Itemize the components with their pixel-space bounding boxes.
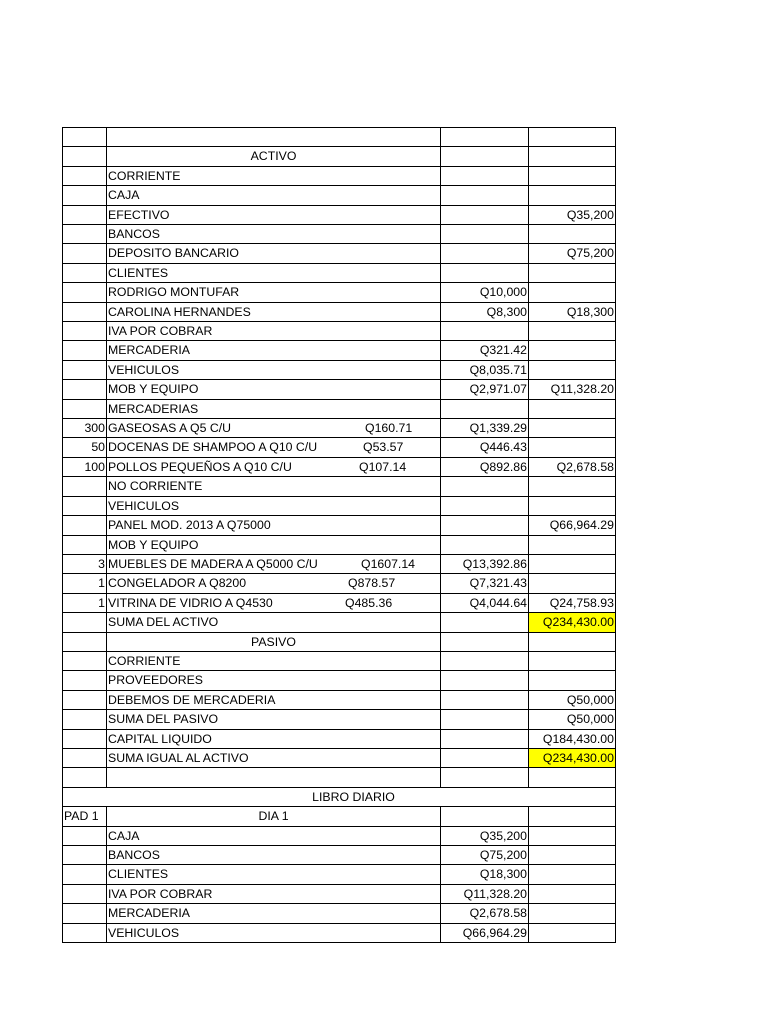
partial-amount-cell[interactable]: [441, 263, 529, 282]
partial-amount-cell[interactable]: [441, 613, 529, 632]
total-amount-cell[interactable]: [529, 846, 616, 865]
description-text: CORRIENTE: [108, 168, 181, 183]
total-amount-cell[interactable]: Q75,200: [529, 244, 616, 263]
partial-amount-cell[interactable]: Q2,678.58: [441, 904, 529, 923]
quantity-cell[interactable]: 50: [63, 438, 107, 457]
description-text: MERCADERIA: [108, 906, 190, 921]
description-text: PANEL MOD. 2013 A Q75000: [108, 518, 271, 533]
description-cell[interactable]: [107, 613, 441, 632]
quantity-cell[interactable]: [63, 128, 107, 147]
description-cell[interactable]: [107, 225, 441, 244]
total-amount-cell[interactable]: [529, 923, 616, 942]
description-text: CLIENTES: [108, 867, 169, 882]
table-row: [63, 729, 616, 748]
description-text: ACTIVO: [250, 149, 297, 164]
quantity-cell[interactable]: [63, 923, 107, 942]
table-row: [63, 166, 616, 185]
quantity-cell[interactable]: [63, 263, 107, 282]
table-row: [63, 651, 616, 670]
description-text: VEHICULOS: [108, 498, 180, 513]
total-amount-cell[interactable]: Q2,678.58: [529, 457, 616, 476]
partial-amount-cell[interactable]: Q66,964.29: [441, 923, 529, 942]
quantity-cell[interactable]: 1: [63, 574, 107, 593]
partial-amount-cell[interactable]: Q75,200: [441, 846, 529, 865]
quantity-cell[interactable]: [63, 710, 107, 729]
quantity-cell[interactable]: [63, 516, 107, 535]
total-amount-cell[interactable]: [529, 360, 616, 379]
description-text: CAJA: [108, 828, 140, 843]
quantity-cell[interactable]: 3: [63, 554, 107, 573]
partial-amount-cell[interactable]: Q13,392.86: [441, 554, 529, 573]
total-amount-cell[interactable]: [529, 632, 616, 651]
description-text: BANCOS: [108, 227, 160, 242]
table-row: [63, 341, 616, 360]
total-amount-cell[interactable]: [529, 399, 616, 418]
total-amount-cell[interactable]: Q66,964.29: [529, 516, 616, 535]
table-row: [63, 419, 616, 438]
description-text: EFECTIVO: [108, 207, 170, 222]
description-text: VEHICULOS: [108, 925, 180, 940]
total-amount-cell[interactable]: [529, 225, 616, 244]
table-row: [63, 904, 616, 923]
partial-amount-cell[interactable]: [441, 186, 529, 205]
total-amount-cell[interactable]: [529, 477, 616, 496]
description-text: MOB Y EQUIPO: [108, 382, 199, 397]
description-text: PROVEEDORES: [108, 673, 203, 688]
description-cell[interactable]: [107, 574, 441, 593]
quantity-cell[interactable]: [63, 186, 107, 205]
description-text: MERCADERIA: [108, 343, 190, 358]
table-row: [63, 574, 616, 593]
description-cell[interactable]: [107, 477, 441, 496]
description-text: IVA POR COBRAR: [108, 324, 213, 339]
table-row: [63, 748, 616, 767]
description-cell[interactable]: [107, 438, 441, 457]
table-row: [63, 225, 616, 244]
quantity-cell[interactable]: [63, 147, 107, 166]
partial-amount-cell[interactable]: Q10,000: [441, 283, 529, 302]
description-cell[interactable]: [107, 302, 441, 321]
table-row: [63, 380, 616, 399]
unit-price-text: Q485.36: [345, 595, 393, 610]
total-amount-cell[interactable]: [529, 128, 616, 147]
unit-price-text: Q160.71: [365, 421, 413, 436]
description-text: BANCOS: [108, 848, 160, 862]
description-text: GASEOSAS A Q5 C/U: [108, 421, 232, 436]
description-text: MUEBLES DE MADERA A Q5000 C/U: [108, 556, 318, 571]
table-row: [63, 205, 616, 224]
partial-amount-cell[interactable]: [441, 632, 529, 651]
quantity-cell[interactable]: [63, 632, 107, 651]
table-row: [63, 496, 616, 515]
total-amount-cell[interactable]: [529, 438, 616, 457]
total-amount-cell[interactable]: [529, 651, 616, 670]
description-cell[interactable]: [107, 748, 441, 767]
partial-amount-cell[interactable]: [441, 244, 529, 263]
table-row: [63, 632, 616, 651]
quantity-cell[interactable]: [63, 748, 107, 767]
description-text: SUMA DEL ACTIVO: [108, 615, 219, 630]
description-cell[interactable]: [107, 457, 441, 476]
table-row: [63, 593, 616, 612]
quantity-cell[interactable]: [63, 341, 107, 360]
total-amount-cell[interactable]: [529, 186, 616, 205]
total-amount-cell[interactable]: Q11,328.20: [529, 380, 616, 399]
table-row: [63, 787, 616, 806]
description-cell[interactable]: [107, 341, 441, 360]
quantity-cell[interactable]: [63, 360, 107, 379]
description-cell[interactable]: [107, 651, 441, 670]
total-amount-cell[interactable]: [529, 554, 616, 573]
quantity-cell[interactable]: [63, 477, 107, 496]
table-row: [63, 186, 616, 205]
table-row: [63, 846, 616, 865]
total-amount-cell[interactable]: [529, 166, 616, 185]
total-amount-cell[interactable]: [529, 768, 616, 787]
description-text: DEBEMOS DE MERCADERIA: [108, 692, 276, 707]
table-row: [63, 768, 616, 787]
unit-price-text: Q53.57: [363, 440, 404, 455]
description-text: CORRIENTE: [108, 653, 181, 668]
total-amount-cell[interactable]: Q18,300: [529, 302, 616, 321]
partial-amount-cell[interactable]: [441, 166, 529, 185]
quantity-cell[interactable]: [63, 826, 107, 845]
partial-amount-cell[interactable]: [441, 322, 529, 341]
description-text: IVA POR COBRAR: [108, 886, 213, 901]
partial-amount-cell[interactable]: [441, 496, 529, 515]
description-cell[interactable]: [107, 166, 441, 185]
highlighted-total-cell[interactable]: Q234,430.00: [529, 748, 616, 767]
partial-amount-cell[interactable]: [441, 399, 529, 418]
description-cell[interactable]: [107, 807, 441, 826]
partial-amount-cell[interactable]: [441, 768, 529, 787]
description-text: CAPITAL LIQUIDO: [108, 731, 212, 746]
table-row: [63, 477, 616, 496]
quantity-cell[interactable]: [63, 283, 107, 302]
table-row: [63, 322, 616, 341]
partial-amount-cell[interactable]: [441, 225, 529, 244]
partial-amount-cell[interactable]: Q18,300: [441, 865, 529, 884]
table-row: [63, 360, 616, 379]
quantity-cell[interactable]: [63, 535, 107, 554]
unit-price-text: Q878.57: [348, 576, 396, 591]
description-cell[interactable]: [107, 186, 441, 205]
description-cell[interactable]: [107, 147, 441, 166]
total-amount-cell[interactable]: [529, 904, 616, 923]
partial-amount-cell[interactable]: [441, 147, 529, 166]
table-row: [63, 826, 616, 845]
partial-amount-cell[interactable]: [441, 710, 529, 729]
quantity-cell[interactable]: [63, 904, 107, 923]
description-text: RODRIGO MONTUFAR: [108, 285, 240, 300]
partial-amount-cell[interactable]: [441, 205, 529, 224]
description-cell[interactable]: [107, 128, 441, 147]
description-cell[interactable]: [107, 884, 441, 903]
quantity-cell[interactable]: PAD 1: [63, 807, 107, 826]
total-amount-cell[interactable]: [529, 826, 616, 845]
description-cell[interactable]: [107, 729, 441, 748]
table-row: [63, 516, 616, 535]
description-cell[interactable]: [107, 419, 441, 438]
description-text: VITRINA DE VIDRIO A Q4530: [108, 595, 273, 610]
description-text: DIA 1: [258, 809, 289, 824]
quantity-cell[interactable]: [63, 690, 107, 709]
partial-amount-cell[interactable]: Q7,321.43: [441, 574, 529, 593]
description-cell[interactable]: [107, 826, 441, 845]
partial-amount-cell[interactable]: Q8,035.71: [441, 360, 529, 379]
quantity-cell[interactable]: [63, 205, 107, 224]
description-text: CLIENTES: [108, 265, 169, 280]
total-amount-cell[interactable]: [529, 263, 616, 282]
quantity-cell[interactable]: [63, 884, 107, 903]
total-amount-cell[interactable]: Q35,200: [529, 205, 616, 224]
quantity-cell[interactable]: [63, 496, 107, 515]
partial-amount-cell[interactable]: [441, 748, 529, 767]
quantity-cell[interactable]: [63, 380, 107, 399]
description-text: SUMA DEL PASIVO: [108, 712, 219, 727]
total-amount-cell[interactable]: [529, 419, 616, 438]
description-text: CAJA: [108, 188, 140, 203]
table-row: [63, 399, 616, 418]
quantity-cell[interactable]: [63, 302, 107, 321]
total-amount-cell[interactable]: Q50,000: [529, 690, 616, 709]
spreadsheet-table: [62, 127, 616, 943]
description-cell[interactable]: [107, 671, 441, 690]
description-cell[interactable]: [107, 283, 441, 302]
description-cell[interactable]: [107, 516, 441, 535]
table-row: [63, 457, 616, 476]
description-text: SUMA IGUAL AL ACTIVO: [108, 750, 249, 765]
quantity-cell[interactable]: [63, 225, 107, 244]
table-row: [63, 690, 616, 709]
partial-amount-cell[interactable]: [441, 535, 529, 554]
table-row: [63, 923, 616, 942]
highlighted-total-cell[interactable]: Q234,430.00: [529, 613, 616, 632]
total-amount-cell[interactable]: [529, 283, 616, 302]
table-row: [63, 283, 616, 302]
description-cell[interactable]: [107, 710, 441, 729]
total-amount-cell[interactable]: [529, 341, 616, 360]
section-heading-cell[interactable]: LIBRO DIARIO: [63, 787, 616, 806]
partial-amount-cell[interactable]: [441, 671, 529, 690]
quantity-cell[interactable]: [63, 865, 107, 884]
table-row: [63, 884, 616, 903]
quantity-cell[interactable]: [63, 671, 107, 690]
total-amount-cell[interactable]: [529, 807, 616, 826]
description-cell[interactable]: [107, 593, 441, 612]
description-cell[interactable]: [107, 768, 441, 787]
description-text: VEHICULOS: [108, 362, 180, 377]
quantity-cell[interactable]: [63, 399, 107, 418]
description-text: PASIVO: [251, 634, 296, 649]
description-cell[interactable]: [107, 205, 441, 224]
total-amount-cell[interactable]: [529, 535, 616, 554]
partial-amount-cell[interactable]: Q2,971.07: [441, 380, 529, 399]
table-row: [63, 128, 616, 147]
partial-amount-cell[interactable]: Q446.43: [441, 438, 529, 457]
description-cell[interactable]: [107, 380, 441, 399]
quantity-cell[interactable]: [63, 768, 107, 787]
table-row: [63, 710, 616, 729]
description-cell[interactable]: [107, 846, 441, 865]
description-cell[interactable]: [107, 904, 441, 923]
total-amount-cell[interactable]: Q24,758.93: [529, 593, 616, 612]
partial-amount-cell[interactable]: Q1,339.29: [441, 419, 529, 438]
description-text: DOCENAS DE SHAMPOO A Q10 C/U: [108, 440, 318, 455]
description-cell[interactable]: [107, 360, 441, 379]
description-text: MOB Y EQUIPO: [108, 537, 199, 552]
description-cell[interactable]: [107, 322, 441, 341]
partial-amount-cell[interactable]: Q321.42: [441, 341, 529, 360]
description-cell[interactable]: [107, 923, 441, 942]
partial-amount-cell[interactable]: [441, 128, 529, 147]
quantity-cell[interactable]: [63, 166, 107, 185]
partial-amount-cell[interactable]: Q892.86: [441, 457, 529, 476]
total-amount-cell[interactable]: [529, 884, 616, 903]
partial-amount-cell[interactable]: [441, 690, 529, 709]
partial-amount-cell[interactable]: [441, 651, 529, 670]
quantity-cell[interactable]: 1: [63, 593, 107, 612]
table-row: [63, 807, 616, 826]
quantity-cell[interactable]: 100: [63, 457, 107, 476]
partial-amount-cell[interactable]: Q4,044.64: [441, 593, 529, 612]
table-row: [63, 147, 616, 166]
description-text: DEPOSITO BANCARIO: [108, 246, 239, 261]
table-row: [63, 302, 616, 321]
table-row: [63, 613, 616, 632]
total-amount-cell[interactable]: [529, 322, 616, 341]
total-amount-cell[interactable]: Q184,430.00: [529, 729, 616, 748]
table-row: [63, 244, 616, 263]
description-cell[interactable]: [107, 865, 441, 884]
unit-price-text: Q1607.14: [361, 556, 416, 571]
total-amount-cell[interactable]: [529, 574, 616, 593]
description-cell[interactable]: [107, 632, 441, 651]
description-cell[interactable]: [107, 496, 441, 515]
table-row: [63, 438, 616, 457]
partial-amount-cell[interactable]: [441, 807, 529, 826]
partial-amount-cell[interactable]: Q11,328.20: [441, 884, 529, 903]
table-row: [63, 554, 616, 573]
partial-amount-cell[interactable]: [441, 477, 529, 496]
description-text: POLLOS PEQUEÑOS A Q10 C/U: [108, 459, 292, 474]
description-text: NO CORRIENTE: [108, 479, 203, 494]
partial-amount-cell[interactable]: Q8,300: [441, 302, 529, 321]
partial-amount-cell[interactable]: [441, 516, 529, 535]
description-cell[interactable]: [107, 244, 441, 263]
description-cell[interactable]: [107, 690, 441, 709]
partial-amount-cell[interactable]: [441, 729, 529, 748]
table-row: [63, 535, 616, 554]
description-cell[interactable]: [107, 399, 441, 418]
table-row: [63, 865, 616, 884]
description-cell[interactable]: [107, 554, 441, 573]
table-row: [63, 671, 616, 690]
description-text: CONGELADOR A Q8200: [108, 576, 247, 591]
quantity-cell[interactable]: [63, 729, 107, 748]
description-text: CAROLINA HERNANDES: [108, 304, 251, 319]
quantity-cell[interactable]: [63, 846, 107, 865]
total-amount-cell[interactable]: Q50,000: [529, 710, 616, 729]
partial-amount-cell[interactable]: Q35,200: [441, 826, 529, 845]
total-amount-cell[interactable]: [529, 496, 616, 515]
quantity-cell[interactable]: 300: [63, 419, 107, 438]
table-row: [63, 263, 616, 282]
total-amount-cell[interactable]: [529, 865, 616, 884]
quantity-cell[interactable]: [63, 322, 107, 341]
total-amount-cell[interactable]: [529, 147, 616, 166]
description-cell[interactable]: [107, 535, 441, 554]
total-amount-cell[interactable]: [529, 671, 616, 690]
description-cell[interactable]: [107, 263, 441, 282]
quantity-cell[interactable]: [63, 651, 107, 670]
description-text: MERCADERIAS: [108, 401, 199, 416]
quantity-cell[interactable]: [63, 244, 107, 263]
unit-price-text: Q107.14: [359, 459, 407, 474]
quantity-cell[interactable]: [63, 613, 107, 632]
